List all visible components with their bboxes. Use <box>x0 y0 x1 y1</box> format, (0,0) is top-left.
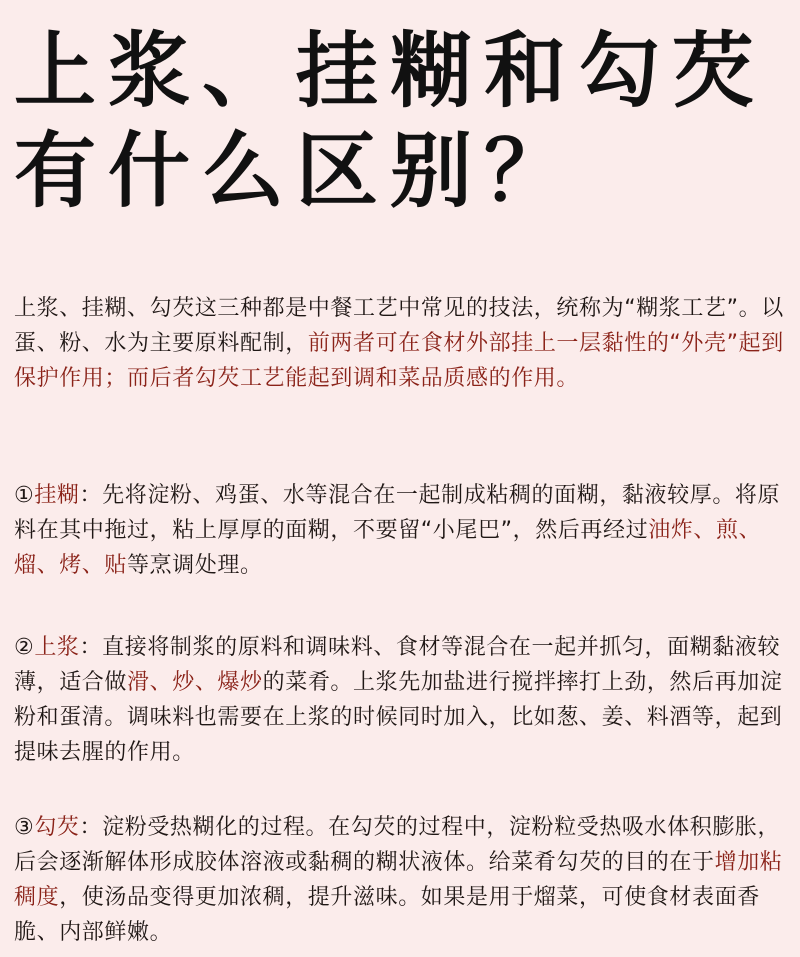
section-term: 上浆 <box>34 635 80 660</box>
section-highlight: 增加粘稠度 <box>14 850 783 910</box>
section-highlight: 滑、炒、爆炒 <box>127 670 263 695</box>
section-term: 勾芡 <box>34 815 80 840</box>
section-marker: ③ <box>14 815 35 840</box>
intro-paragraph <box>14 291 784 396</box>
section-text-end: 的菜肴。上浆先加盐进行搅拌摔打上劲，然后再加淀粉和蛋清。调味料也需要在上浆的时候同时加入，比如葱、姜、料酒等，起到提味去腥的作用。 <box>14 670 783 765</box>
section-gouqian <box>14 810 784 950</box>
section-text: ：先将淀粉、鸡蛋、水等混合在一起制成粘稠的面糊，黏液较厚。将原料在其中拖过，粘上厚厚的面糊，不要留“小尾巴”，然后再经过 <box>14 483 781 543</box>
section-text-end: 等烹调处理。 <box>127 553 263 578</box>
section-term: 挂糊 <box>34 483 80 508</box>
intro-highlight: 前两者可在食材外部挂上一层黏性的“外壳”起到保护作用；而后者勾芡工艺能起到调和菜品质感的作用。 <box>14 331 784 391</box>
section-highlight: 油炸、煎、熘、烤、贴 <box>14 518 762 578</box>
section-text-end: ，使汤品变得更加浓稠，提升滋味。如果是用于熘菜，可使食材表面香脆、内部鲜嫩。 <box>14 885 760 945</box>
title-line-2: 有什么区别？ <box>14 124 579 219</box>
title-line-1: 上浆、挂糊和勾芡 <box>14 24 767 119</box>
intro-text: 上浆、挂糊、勾芡这三种都是中餐工艺中常见的技法，统称为“糊浆工艺”。以蛋、粉、水为主要原料配制， <box>14 296 784 356</box>
section-marker: ① <box>14 483 35 508</box>
section-shangjiang <box>14 630 784 770</box>
section-text: ：淀粉受热糊化的过程。在勾芡的过程中，淀粉粒受热吸水体积膨胀，后会逐渐解体形成胶体溶液或黏稠的糊状液体。给菜肴勾芡的目的在于 <box>14 815 781 875</box>
page-title <box>14 22 786 222</box>
section-text: ：直接将制浆的原料和调味料、食材等混合在一起并抓匀，面糊黏液较薄，适合做 <box>14 635 781 695</box>
section-marker: ② <box>14 635 35 660</box>
section-guahu <box>14 478 784 583</box>
